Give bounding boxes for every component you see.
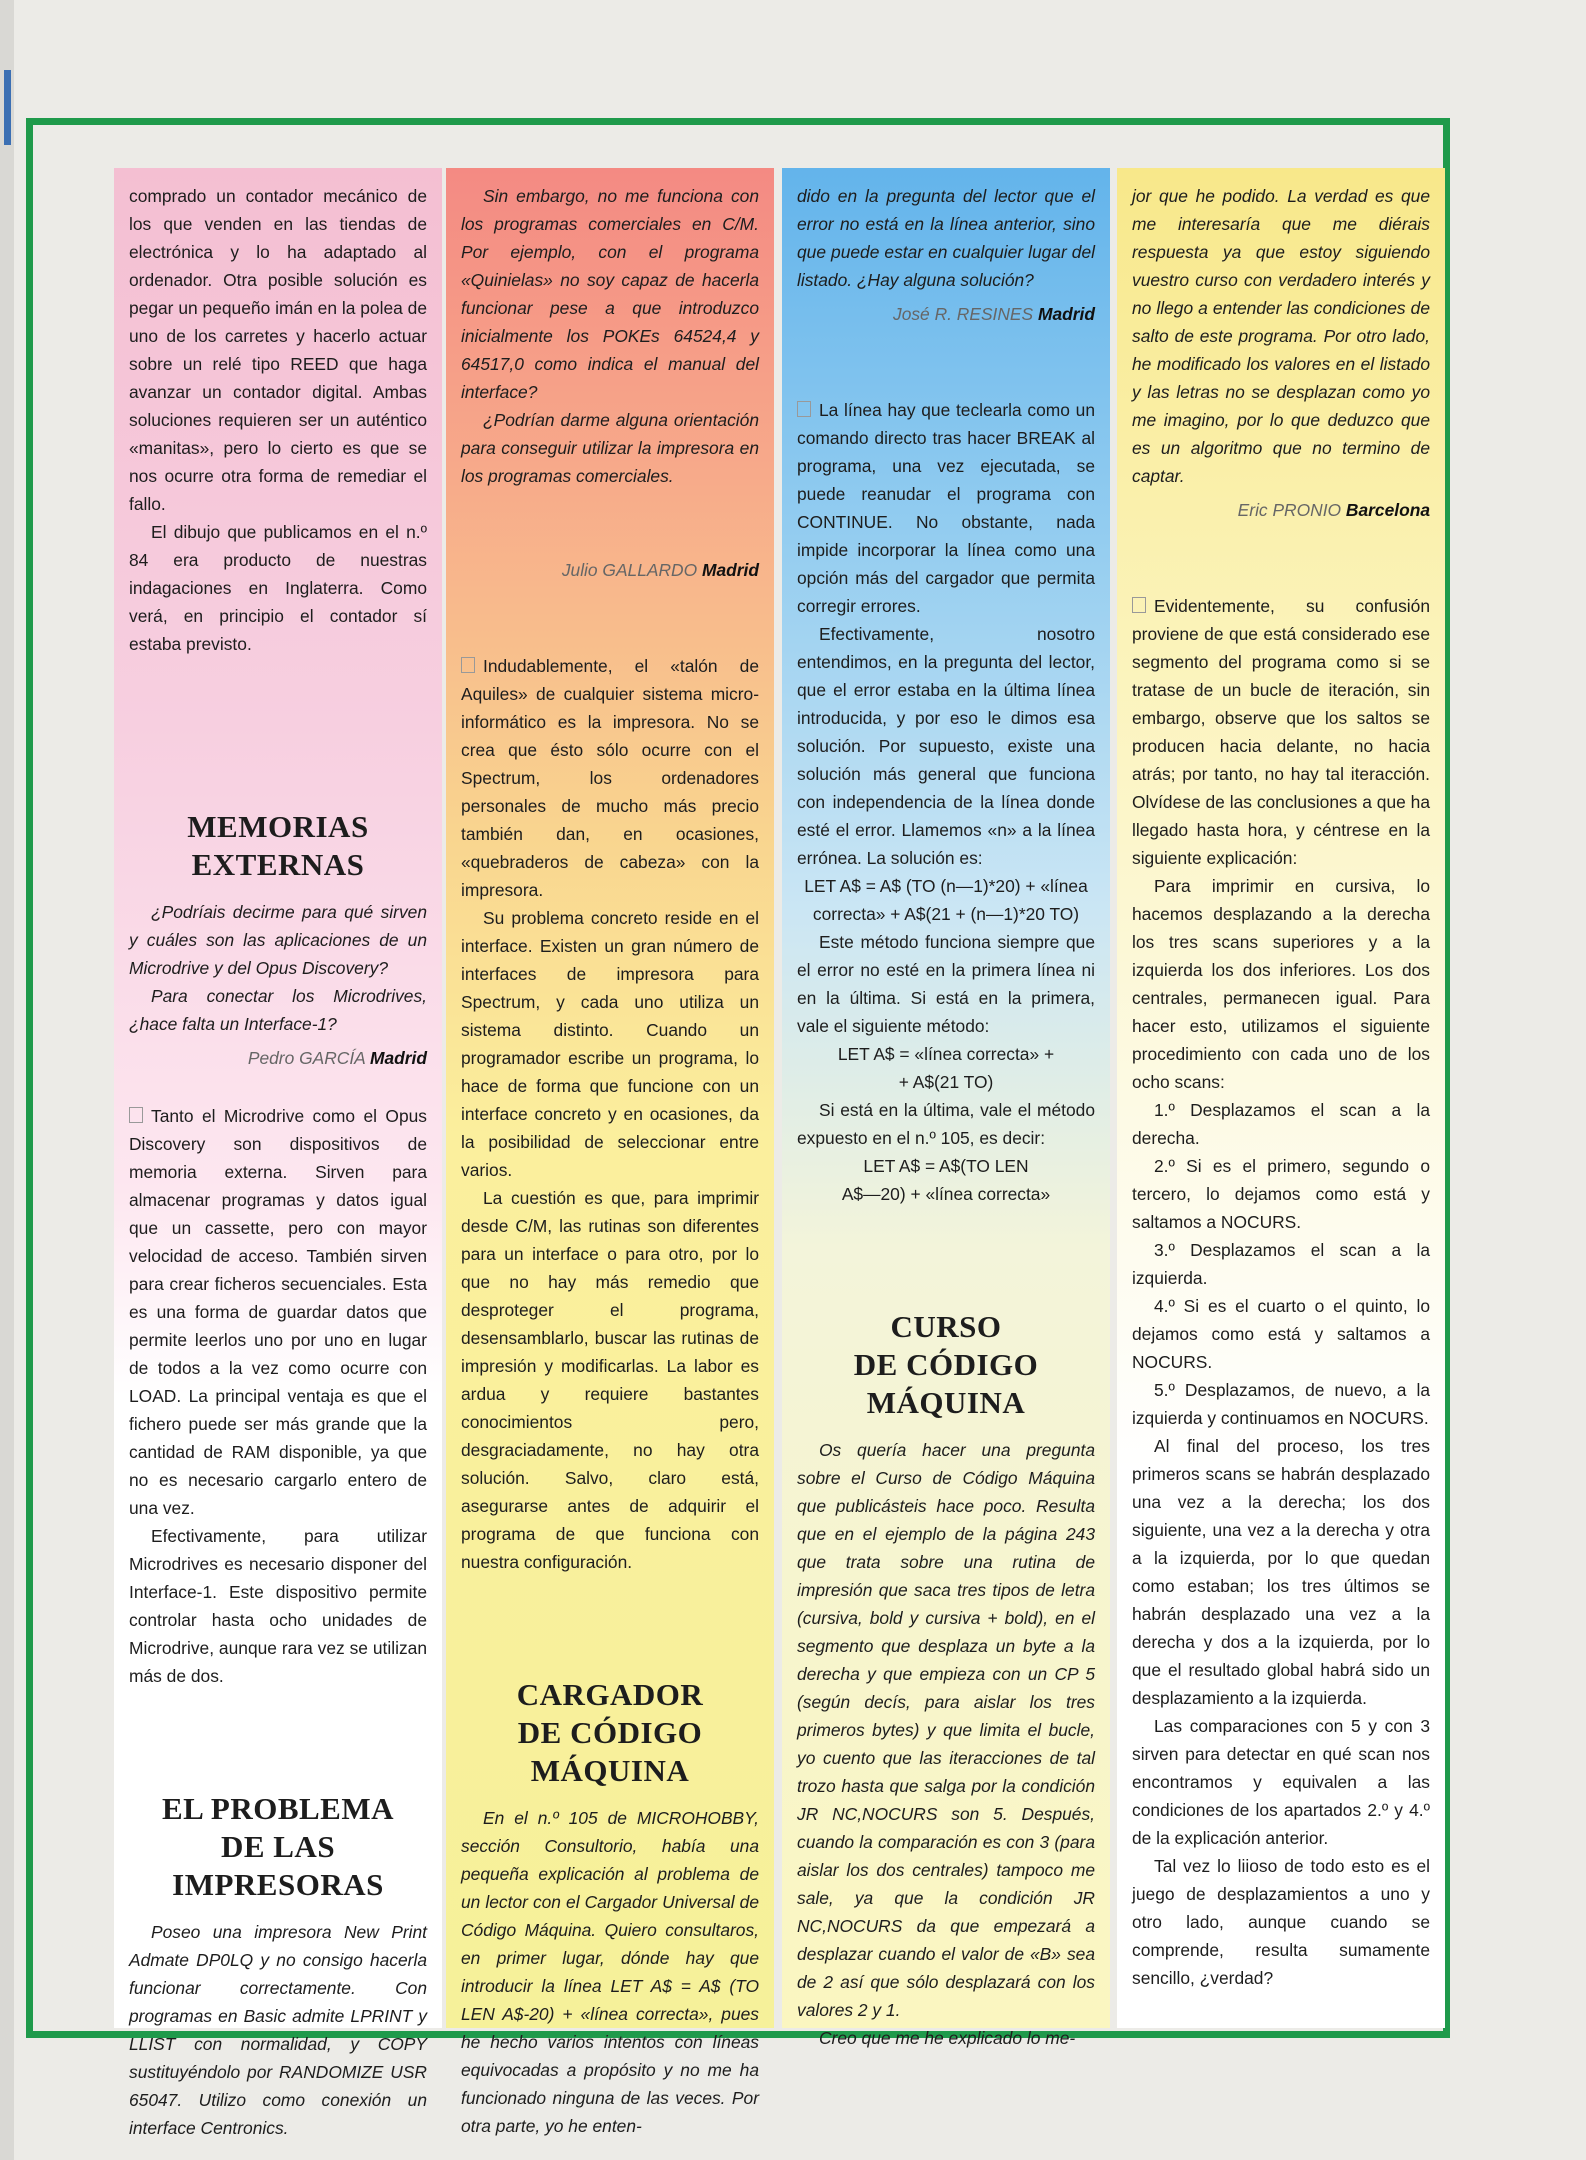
spine-color-mark <box>4 70 11 145</box>
step-2: 2.º Si es el primero, segundo o tercero, lo dejamos como está y saltamos a NOCURS. <box>1132 1156 1430 1232</box>
heading-curso-codigo-maquina <box>797 1308 1095 1422</box>
signature-city: Barcelona <box>1345 500 1430 520</box>
heading-line: CURSO <box>890 1309 1002 1344</box>
signature-name: Pedro GARCÍA <box>247 1048 366 1068</box>
heading-line: DE CÓDIGO MÁQUINA <box>517 1715 703 1788</box>
formula-3-line-1: LET A$ = A$(TO LEN <box>863 1156 1029 1176</box>
answer-text: Indudablemente, el «talón de Aquiles» de cualquier sistema micro-informático es la impresora. No se crea que ésto sólo ocurre con el Spectrum, los ordenadores personales de mucho más precio también dan, en ocasiones, «quebraderos de cabeza» con la impresora. <box>461 656 759 900</box>
heading-memorias-externas <box>129 808 427 884</box>
col1-paragraph-2: El dibujo que publicamos en el n.º 84 era producto de nuestras indagaciones en Inglaterra. Como verá, en principio el contador sí estaba previsto. <box>129 522 427 654</box>
question-cargador-cont: dido en la pregunta del lector que el error no está en la línea anterior, sino que puede estar en cualquier lugar del listado. ¿Hay alguna solución? <box>797 186 1095 290</box>
answer-square-icon <box>461 657 475 673</box>
signature-curso <box>1132 496 1430 524</box>
answer-curso-2: Para imprimir en cursiva, lo hacemos desplazando a la derecha los tres scans superiores y a la izquierda los dos inferiores. Los dos centrales, permanecen igual. Para hacer esto, utilizamos el siguiente procedimiento con cada uno de los ocho scans: <box>1132 876 1430 1092</box>
question-cargador: En el n.º 105 de MICROHOBBY, sección Consultorio, había una pequeña explicación al problema de un lector con el Cargador Universal de Código Máquina. Quiero consultaros, en primer lugar, dónde hay que introducir la línea LET A$ = A$ (TO LEN A$-20) + «línea correcta», pues he hecho varios intentos con líneas equivocadas a propósito y no me ha funcionado ninguna de las veces. Por otra parte, yo he enten- <box>461 1808 759 2136</box>
answer-curso-5: Tal vez lo liioso de todo esto es el juego de desplazamientos a uno y otro lado, aunque cuando se comprende, resulta sumamente sencillo, ¿verdad? <box>1132 1856 1430 1988</box>
signature-name: Eric PRONIO <box>1237 500 1342 520</box>
signature-name: Julio GALLARDO <box>561 560 698 580</box>
signature-cargador <box>797 300 1095 328</box>
question-curso-cont: jor que he podido. La verdad es que me interesaría que me diérais respuesta ya que estoy siguiendo vuestro curso con verdadero interés y no llego a entender las condiciones de salto de este programa. Por otro lado, he modificado los valores en el listado y las letras no se desplazan como yo me imagino, por lo que deduzco que es un algoritmo que no termino de captar. <box>1132 186 1430 486</box>
heading-cargador-codigo-maquina <box>461 1676 759 1790</box>
formula-2-line-1: LET A$ = «línea correcta» + <box>837 1044 1055 1064</box>
formula-3-line-2: A$—20) + «línea correcta» <box>841 1184 1051 1204</box>
answer-text: Evidentemente, su confusión proviene de que está considerado ese segmento del programa como si se tratase de un bucle de iteración, sin embargo, observe que los saltos se producen hacia delante, no hacia atrás; por tanto, no hay tal iteracción. Olvídese de las conclusiones a que ha llegado hasta hora, y céntrese en la siguiente explicación: <box>1132 596 1430 868</box>
answer-text: Tanto el Microdrive como el Opus Discovery son dispositivos de memoria externa. Sirven para almacenar programas y datos igual que un cassette, pero con mayor velocidad de acceso. También sirven para crear ficheros secuenciales. Esta es una forma de guardar datos que permite leerlos uno por uno en lugar de todos a la vez como ocurre con LOAD. La principal ventaja es que el fichero puede ser más grande que la cantidad de RAM disponible, ya que no es necesario cargarlo entero de una vez. <box>129 1106 427 1518</box>
heading-line: CARGADOR <box>516 1677 704 1712</box>
question-memorias: ¿Podríais decirme para qué sirven y cuáles son las aplicaciones de un Microdrive y del Opus Discovery? <box>129 902 427 978</box>
question-impresoras: Poseo una impresora New Print Admate DP0LQ y no consigo hacerla funcionar correctamente. Con programas en Basic admite LPRINT y LLIST con normalidad, y COPY sustituyéndolo por RANDOMIZE USR 65047. Utilizo como conexión un interface Centronics. <box>129 1922 427 2138</box>
answer-cargador-1 <box>797 396 1095 620</box>
question-curso-2: Creo que me he explicado lo me- <box>819 2028 1076 2048</box>
heading-line: DE LAS IMPRESORAS <box>172 1829 384 1902</box>
step-4: 4.º Si es el cuarto o el quinto, lo dejamos como está y saltamos a NOCURS. <box>1132 1296 1430 1372</box>
answer-impresoras-3: La cuestión es que, para imprimir desde C/M, las rutinas son diferentes para un interface o para otro, por lo que no hay más remedio que desproteger el programa, desensamblarlo, buscar las rutinas de impresión y modificarlas. La labor es ardua y requiere bastantes conocimientos pero, desgraciadamente, no hay otra solución. Salvo, claro está, asegurarse antes de adquirir el programa de que funciona con nuestra configuración. <box>461 1188 759 1572</box>
page-spine <box>0 0 14 2160</box>
answer-memorias-1 <box>129 1102 427 1522</box>
formula-2-line-2: + A$(21 TO) <box>898 1072 994 1092</box>
step-3: 3.º Desplazamos el scan a la izquierda. <box>1132 1240 1430 1288</box>
answer-square-icon <box>129 1107 143 1123</box>
signature-memorias <box>129 1044 427 1072</box>
column-3 <box>782 168 1110 2048</box>
answer-cargador-2: Efectivamente, nosotro entendimos, en la pregunta del lector, que el error estaba en la última línea introducida, y por eso le dimos esa solución. Por supuesto, existe una solución más general que funciona con independencia de la línea donde esté el error. Llamemos «n» a la línea errónea. La solución es: <box>797 624 1095 868</box>
question-impresoras-cont-2: ¿Podrían darme alguna orientación para conseguir utilizar la impresora en los programas comerciales. <box>461 410 759 486</box>
answer-cargador-3: Este método funciona siempre que el error no esté en la primera línea ni en la última. Si está en la primera, vale el siguiente método: <box>797 932 1095 1036</box>
answer-square-icon <box>1132 597 1146 613</box>
heading-problema-impresoras <box>129 1790 427 1904</box>
signature-city: Madrid <box>701 560 759 580</box>
signature-name: José R. RESINES <box>893 304 1034 324</box>
column-2 <box>446 168 774 2136</box>
question-impresoras-cont: Sin embargo, no me funciona con los programas comerciales en C/M. Por ejemplo, con el programa «Quinielas» no soy capaz de hacerla funcionar pese a que introduzco inicialmente los POKEs 64524,4 y 64517,0 como indica el manual del interface? <box>461 186 759 402</box>
answer-cargador-4: Si está en la última, vale el método expuesto en el n.º 105, es decir: <box>797 1100 1095 1148</box>
column-1 <box>114 168 442 2138</box>
answer-square-icon <box>797 401 811 417</box>
answer-impresoras-2: Su problema concreto reside en el interface. Existen un gran número de interfaces de impresora para Spectrum, y cada uno utiliza un sistema distinto. Cuando un programador escribe un programa, lo hace de forma que funcione con un interface concreto y en ocasiones, da la posibilidad de seleccionar entre varios. <box>461 908 759 1180</box>
col1-paragraph-1: comprado un contador mecánico de los que venden en las tiendas de electrónica y lo ha adaptado al ordenador. Otra posible solución es pegar un pequeño imán en la polea de uno de los carretes y hacerlo actuar sobre un relé tipo REED que haga avanzar un contador digital. Ambas soluciones requieren ser un auténtico «manitas», pero lo cierto es que se nos ocurre otra forma de remediar el fallo. <box>129 186 427 514</box>
column-4 <box>1117 168 1445 2028</box>
signature-city: Madrid <box>369 1048 427 1068</box>
question-memorias-2: Para conectar los Microdrives, ¿hace falta un Interface-1? <box>129 986 427 1034</box>
step-1: 1.º Desplazamos el scan a la derecha. <box>1132 1100 1430 1148</box>
signature-impresoras <box>461 556 759 584</box>
heading-line: EXTERNAS <box>191 847 365 882</box>
heading-line: DE CÓDIGO MÁQUINA <box>853 1347 1039 1420</box>
answer-memorias-2: Efectivamente, para utilizar Microdrives es necesario disponer del Interface-1. Este dispositivo permite controlar hasta ocho unidades de Microdrive, aunque rara vez se utilizan más de dos. <box>129 1526 427 1686</box>
answer-curso-4: Las comparaciones con 5 y con 3 sirven para detectar en qué scan nos encontramos y equivalen a las condiciones de los apartados 2.º y 4.º de la explicación anterior. <box>1132 1716 1430 1848</box>
formula-1-line-1: LET A$ = A$ (TO (n—1)*20) + «línea <box>804 876 1088 896</box>
step-5: 5.º Desplazamos, de nuevo, a la izquierda y continuamos en NOCURS. <box>1132 1380 1430 1428</box>
answer-impresoras-1 <box>461 652 759 904</box>
heading-line: EL PROBLEMA <box>161 1791 394 1826</box>
answer-curso-1 <box>1132 592 1430 872</box>
answer-curso-3: Al final del proceso, los tres primeros scans se habrán desplazado una vez a la derecha; los dos siguiente, una vez a la derecha y otra a la izquierda, por lo que quedan como estaban; los tres últimos se habrán desplazado una vez a la derecha y dos a la izquierda, por lo que el resultado global habrá sido un desplazamiento a la izquierda. <box>1132 1436 1430 1708</box>
question-curso: Os quería hacer una pregunta sobre el Curso de Código Máquina que publicásteis hace poco. Resulta que en el ejemplo de la página 243 que trata sobre una rutina de impresión que saca tres tipos de letra (cursiva, bold y cursiva + bold), en el segmento que desplaza un byte a la derecha y que empieza con un CP 5 (según decís, para aislar los tres primeros bytes) y que limita el bucle, yo cuento que las iteracciones de tal trozo hasta que salga por la condición JR NC,NOCURS son 5. Después, cuando la comparación es con 3 (para aislar los dos centrales) tampoco me sale, ya que la condición JR NC,NOCURS da que empezará a desplazar cuando el valor de «B» sea de 2 así que sólo desplazará con los valores 2 y 1. <box>797 1440 1095 2020</box>
signature-city: Madrid <box>1037 304 1095 324</box>
answer-text: La línea hay que teclearla como un comando directo tras hacer BREAK al programa, una vez ejecutada, se puede reanudar el programa con CONTINUE. No obstante, nada impide incorporar la línea como una opción más del cargador que permita corregir errores. <box>797 400 1095 616</box>
heading-line: MEMORIAS <box>187 809 369 844</box>
formula-1-line-2: correcta» + A$(21 + (n—1)*20 TO) <box>812 904 1080 924</box>
